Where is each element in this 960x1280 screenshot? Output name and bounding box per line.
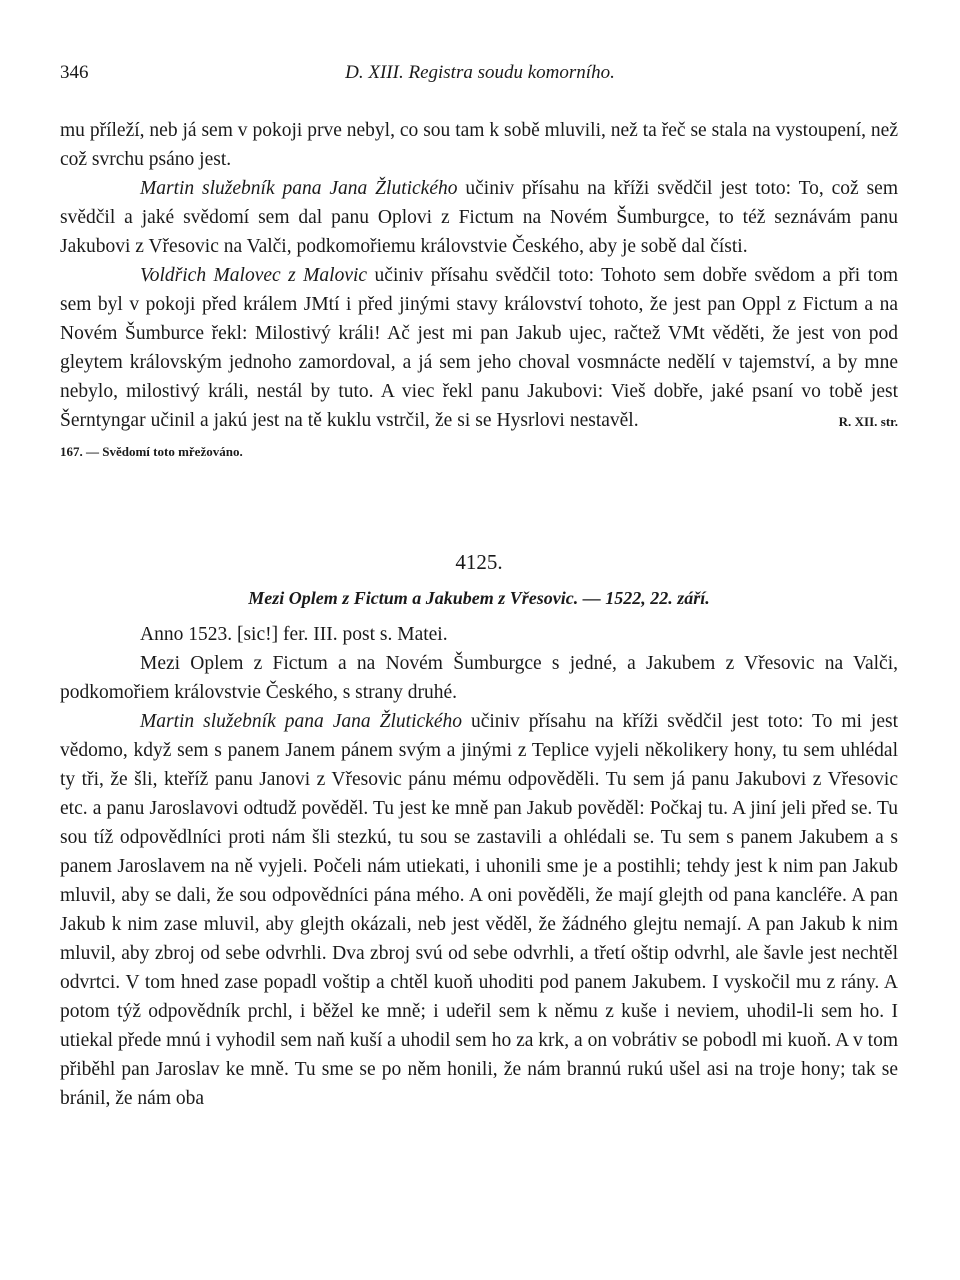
paragraph-testimony-voldrich (60, 261, 898, 466)
testimony-text: učiniv přísahu na kříži svědčil jest toto: To mi jest vědomo, když sem s panem Janem pánem svým a jinými z Teplice vyjeli několikery hony, tu sem uhlédal ty tři, že šli, kteříž panu Janovi z Vřesovic pánu mému odpověděli. Tu sem já panu Jakubovi z Vřesovic etc. a panu Jaroslavovi odtudž pověděl. Tu jest ke mně pan Jakub pověděl: Počkaj tu. A jiní jeli před se. Tu sou tíž odpovědlníci proti nám šli stezkú, tu sou se zastavili a ohlédali se. Tu sem s panem Jakubem a s panem Jaroslavem na ně vyjeli. Počeli nám utiekati, i uhonili sme je a postihli; tehdy jest k nim pan Jakub mluvil, aby se dali, že sou odpovědníci pána mého. A oni pověděli, že mají glejth od pana kancléře. A pan Jakub k nim zase mluvil, aby glejth okázali, neb jest věděl, že žádného glejtu nemají. A pan Jakub k nim mluvil, aby zbroj od sebe odvrhli. Dva zbroj svú od sebe odvrhli, a třetí oštip odvrhl, ale šavle jest nechtěl odvrtci. V tom hned zase popadl voštip a chtěl kuoň uhoditi pod panem Jakubem. I vyskočil mu z rány. A potom týž odpovědník prchl, i běžel ke mně; i udeřil sem k němu z kuše i neviem, uhodil-li sem ho. I utiekal přede mnú i vyhodil sem naň kuší a uhodil sem ho za krk, a on vobrátiv se pobodl mi kuoň. A v tom přiběhl pan Jaroslav ke mně. Tu sme se po něm honili, že nám brannú rukú ušel asi na troje hony; tak se bránil, že nám oba (60, 711, 898, 1109)
entry-number: 4125. (455, 550, 503, 574)
paragraph-date: Anno 1523. [sic!] fer. III. post s. Matei. (140, 624, 448, 645)
register-note: R. XII. str. 167. — Svědomí toto mřežováno. (60, 414, 898, 459)
entry-title: Mezi Oplem z Fictum a Jakubem z Vřesovic. — 1522, 22. září. (248, 588, 710, 608)
witness-name: Voldřich Malovec z Malovic (140, 265, 368, 286)
entry-text-block (60, 620, 898, 1113)
paragraph-parties: Mezi Oplem z Fictum a na Novém Šumburgce s jedné, a Jakubem z Vřesovic na Valči, podkomořiem královstvie Českého, s strany druhé. (60, 653, 898, 703)
paragraph-continuation: mu příleží, neb já sem v pokoji prve nebyl, co sou tam k sobě mluvili, než ta řeč se stala na vystoupení, než což svrchu psáno jest. (60, 120, 898, 170)
page-number: 346 (60, 62, 89, 83)
running-head: D. XIII. Registra soudu komorního. (345, 62, 615, 83)
witness-name: Martin služebník pana Jana Žlutického (140, 711, 462, 732)
paragraph-testimony-martin (60, 707, 898, 1113)
testimony-text: učiniv přísahu svědčil toto: Tohoto sem dobře svědom a při tom sem byl v pokoji před králem JMtí i před jinými stavy království tohoto, že jest pan Oppl z Fictum a na Novém Šumburce řekl: Milostivý králi! Ač jest mi pan Jakub ujec, račtež VMt věděti, že jest von pod gleytem královským jednoho zamordoval, a já sem jeho choval vosmnácte nedělí v tajemství, a by mne nebylo, milostivý králi, nestál by tuto. A viec řekl panu Jakubovi: Vieš dobře, jaké psaní vo tobě jest Šerntyngar učinil a jakú jest na tě kuklu vstrčil, že si se Hysrlovi nestavěl. (60, 265, 899, 431)
top-text-block (60, 116, 898, 466)
paragraph-testimony-martin (60, 174, 898, 261)
testimony-text: učiniv přísahu na kříži svědčil jest toto: To, což sem svědčil a jaké svědomí sem dal panu Oplovi z Fictum na Novém Šumburgce, to též seznávám panu Jakubovi z Vřesovic na Valči, podkomořiemu královstvie Českého, aby je sobě dal čísti. (60, 178, 898, 257)
page-header (60, 62, 900, 92)
witness-name: Martin služebník pana Jana Žlutického (140, 178, 458, 199)
